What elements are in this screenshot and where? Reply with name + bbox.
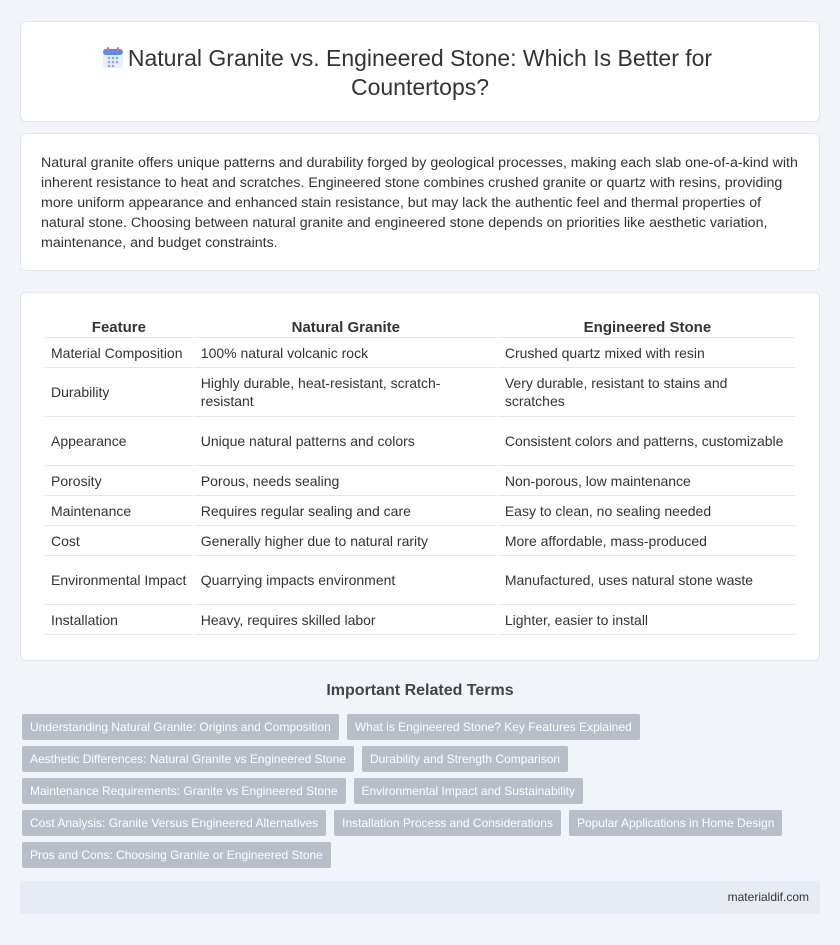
engineered-cell: Non-porous, low maintenance	[499, 466, 796, 496]
table-row	[45, 526, 796, 556]
engineered-cell: Lighter, easier to install	[499, 605, 796, 635]
related-term-tag[interactable]: Durability and Strength Comparison	[362, 746, 568, 772]
granite-cell: Quarrying impacts environment	[195, 556, 497, 605]
engineered-cell: Consistent colors and patterns, customizable	[499, 417, 796, 466]
related-term-tag[interactable]: Understanding Natural Granite: Origins and Composition	[22, 714, 339, 740]
feature-cell: Environmental Impact	[45, 556, 193, 605]
table-row	[45, 496, 796, 526]
header-feature: Feature	[45, 317, 193, 338]
intro-card	[20, 133, 820, 271]
table-row	[45, 556, 796, 605]
title-card	[20, 21, 820, 122]
granite-cell: Requires regular sealing and care	[195, 496, 497, 526]
header-natural-granite: Natural Granite	[195, 317, 497, 338]
related-term-tag[interactable]: Maintenance Requirements: Granite vs Engineered Stone	[22, 778, 346, 804]
related-term-tag[interactable]: Cost Analysis: Granite Versus Engineered Alternatives	[22, 810, 326, 836]
feature-cell: Porosity	[45, 466, 193, 496]
feature-cell: Cost	[45, 526, 193, 556]
table-row	[45, 338, 796, 368]
granite-cell: Generally higher due to natural rarity	[195, 526, 497, 556]
feature-cell: Appearance	[45, 417, 193, 466]
granite-cell: 100% natural volcanic rock	[195, 338, 497, 368]
granite-cell: Highly durable, heat-resistant, scratch-resistant	[195, 368, 497, 417]
footer-site-link[interactable]: materialdif.com	[727, 890, 809, 904]
related-terms-list	[22, 714, 802, 874]
table-row	[45, 368, 796, 417]
page-title: Natural Granite vs. Engineered Stone: Which Is Better for Countertops?	[127, 45, 713, 100]
comparison-table-card	[20, 292, 820, 661]
engineered-cell: Easy to clean, no sealing needed	[499, 496, 796, 526]
engineered-cell: More affordable, mass-produced	[499, 526, 796, 556]
engineered-cell: Manufactured, uses natural stone waste	[499, 556, 796, 605]
table-row	[45, 417, 796, 466]
engineered-cell: Very durable, resistant to stains and scratches	[499, 368, 796, 417]
comparison-table	[43, 317, 798, 635]
granite-cell: Heavy, requires skilled labor	[195, 605, 497, 635]
feature-cell: Material Composition	[45, 338, 193, 368]
granite-cell: Porous, needs sealing	[195, 466, 497, 496]
related-term-tag[interactable]: What is Engineered Stone? Key Features Explained	[347, 714, 640, 740]
feature-cell: Maintenance	[45, 496, 193, 526]
feature-cell: Durability	[45, 368, 193, 417]
table-row	[45, 605, 796, 635]
feature-cell: Installation	[45, 605, 193, 635]
related-term-tag[interactable]: Aesthetic Differences: Natural Granite vs Engineered Stone	[22, 746, 354, 772]
related-term-tag[interactable]: Environmental Impact and Sustainability	[354, 778, 583, 804]
footer	[20, 881, 820, 914]
table-row	[45, 466, 796, 496]
granite-cell: Unique natural patterns and colors	[195, 417, 497, 466]
related-term-tag[interactable]: Pros and Cons: Choosing Granite or Engineered Stone	[22, 842, 331, 868]
related-term-tag[interactable]: Popular Applications in Home Design	[569, 810, 782, 836]
table-header-row	[45, 317, 796, 338]
related-term-tag[interactable]: Installation Process and Considerations	[334, 810, 561, 836]
header-engineered-stone: Engineered Stone	[499, 317, 796, 338]
intro-paragraph: Natural granite offers unique patterns and durability forged by geological processes, making each slab one-of-a-kind with inherent resistance to heat and scratches. Engineered stone combines crushed granite or quartz with resins, providing more uniform appearance and enhanced stain resistance, but may lack the authentic feel and thermal properties of natural stone. Choosing between natural granite and engineered stone depends on priorities like aesthetic variation, maintenance, and budget constraints.	[41, 155, 798, 251]
related-terms-heading: Important Related Terms	[326, 682, 514, 699]
engineered-cell: Crushed quartz mixed with resin	[499, 338, 796, 368]
